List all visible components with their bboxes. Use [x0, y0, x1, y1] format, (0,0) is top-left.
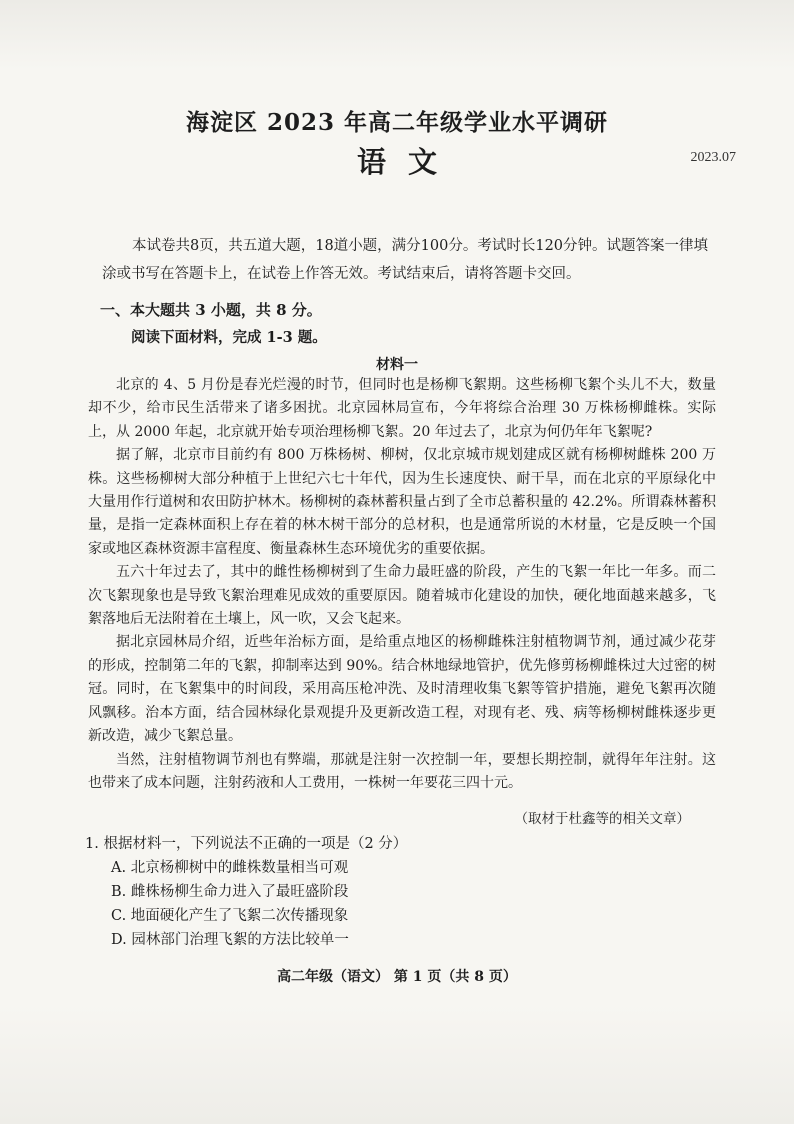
option-c: C. 地面硬化产生了飞絮二次传播现象 [111, 908, 349, 924]
material-paragraph-4: 据北京园林局介绍，近些年治标方面，是给重点地区的杨柳雌株注射植物调节剂，通过减少花芽的形成，控制第二年的飞絮，抑制率达到 90%。结合林地绿地管护，优先修剪杨柳雌株过大过密的树冠。同时，在飞絮集中的时间段，采用高压枪冲洗、及时清理收集飞絮等管护措施，避免飞絮再次随风飘移。治本方面，结合园林绿化景观提升及更新改造工程，对现有老、残、病等杨柳树雌株逐步更新改造，减少飞絮总量。 [88, 634, 716, 745]
material-source: （取材于杜鑫等的相关文章） [514, 811, 690, 827]
option-d: D. 园林部门治理飞絮的方法比较单一 [111, 932, 349, 948]
option-a: A. 北京杨柳树中的雌株数量相当可观 [111, 860, 349, 876]
section-heading: 一、本大题共 3 小题，共 8 分。 [100, 301, 322, 319]
section-prompt: 阅读下面材料，完成 1-3 题。 [131, 329, 327, 346]
material-paragraph-1: 北京的 4、5 月份是春光烂漫的时节，但同时也是杨柳飞絮期。这些杨柳飞絮个头儿不大，数量却不少，给市民生活带来了诸多困扰。北京园林局宣布，今年将综合治理 30 万株杨柳雌株。实际上，从 2000 年起，北京就开始专项治理杨柳飞絮。20 年过去了，北京为何仍年年飞絮呢? [88, 377, 716, 440]
page-footer: 高二年级（语文） 第 1 页（共 8 页） [277, 969, 517, 985]
option-b: B. 雌株杨柳生命力进入了最旺盛阶段 [111, 884, 349, 900]
material-paragraph-2: 据了解，北京市目前约有 800 万株杨树、柳树，仅北京城市规划建成区就有杨柳树雌株 200 万株。这些杨柳树大部分种植于上世纪六七十年代，因为生长速度快、耐干旱，而在北京的平原绿化中大量用作行道树和农田防护林木。杨柳树的森林蓄积量占到了全市总蓄积量的 42.2%。所谓森林蓄积量，是指一定森林面积上存在着的林木树干部分的总材积，也是通常所说的木材量，它是反映一个国家或地区森林资源丰富程度、衡量森林生态环境优劣的重要依据。 [88, 447, 716, 557]
exam-title: 海淀区 2023 年高二年级学业水平调研 [185, 109, 609, 136]
material-paragraph-3: 五六十年过去了，其中的雌性杨柳树到了生命力最旺盛的阶段，产生的飞絮一年比一年多。而二次飞絮现象也是导致飞絮治理难见成效的重要原因。随着城市化建设的加快，硬化地面越来越多，飞絮落地后无法附着在土壤上，风一吹，又会飞起来。 [88, 564, 716, 628]
material-paragraph-5: 当然，注射植物调节剂也有弊端，那就是注射一次控制一年，要想长期控制，就得年年注射。这也带来了成本问题，注射药液和人工费用，一株树一年要花三四十元。 [88, 751, 716, 791]
exam-instructions: 本试卷共8页，共五道大题，18道小题，满分100分。考试时长120分钟。试题答案一律填涂或书写在答题卡上，在试卷上作答无效。考试结束后，请将答题卡交回。 [102, 238, 709, 282]
material-body [88, 374, 716, 795]
scan-shade-bottom [0, 1004, 794, 1124]
material-title: 材料一 [376, 357, 418, 373]
exam-date: 2023.07 [690, 150, 736, 165]
question-stem: 1. 根据材料一，下列说法不正确的一项是（2 分） [85, 836, 408, 852]
subject-title: 语文 [356, 145, 459, 179]
scan-shade-top [0, 0, 794, 70]
